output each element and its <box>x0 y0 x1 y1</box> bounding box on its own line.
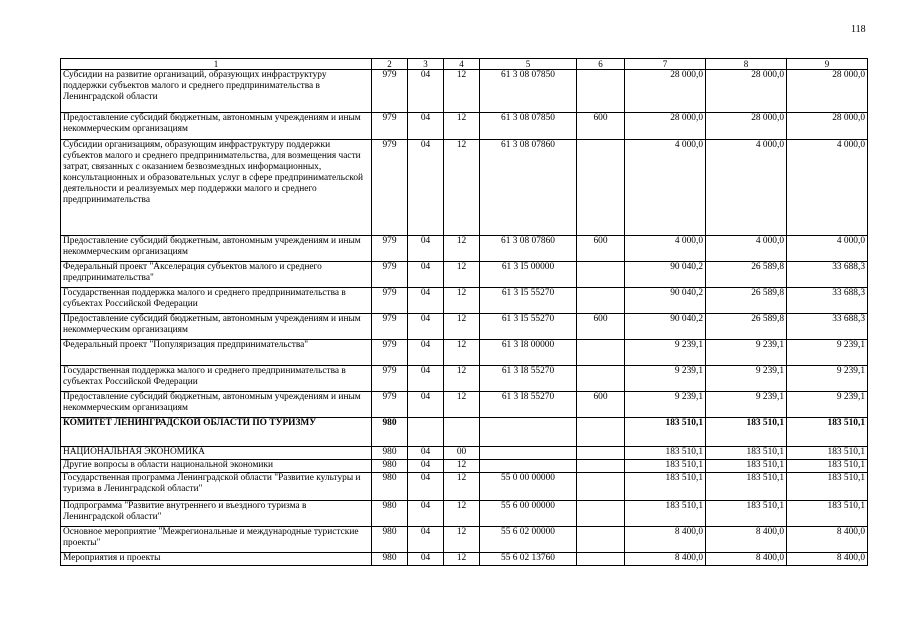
row-name: Предоставление субсидий бюджетным, автономным учреждениям и иным некоммерческим организациям <box>61 113 372 140</box>
table-row <box>61 527 868 553</box>
amount-col7: 28 000,0 <box>625 70 706 113</box>
amount-col7: 28 000,0 <box>625 113 706 140</box>
subsection-code: 12 <box>444 460 480 473</box>
amount-col8: 26 589,8 <box>706 262 787 288</box>
subsection-code: 12 <box>444 392 480 418</box>
amount-col9: 4 000,0 <box>787 236 868 262</box>
amount-col7: 8 400,0 <box>625 527 706 553</box>
expense-type-code: 600 <box>577 113 625 140</box>
subsection-code: 12 <box>444 70 480 113</box>
amount-col9: 9 239,1 <box>787 392 868 418</box>
target-article-code: 61 3 I5 55270 <box>480 288 577 314</box>
column-header: 8 <box>706 59 787 70</box>
expense-type-code <box>577 460 625 473</box>
amount-col8: 183 510,1 <box>706 447 787 460</box>
target-article-code: 61 3 I8 55270 <box>480 366 577 392</box>
table-row <box>61 473 868 501</box>
amount-col8: 8 400,0 <box>706 527 787 553</box>
ministry-code: 980 <box>372 501 408 527</box>
target-article-code: 61 3 08 07850 <box>480 113 577 140</box>
expense-type-code <box>577 366 625 392</box>
ministry-code: 979 <box>372 366 408 392</box>
amount-col7: 9 239,1 <box>625 340 706 366</box>
subsection-code: 12 <box>444 527 480 553</box>
amount-col9: 183 510,1 <box>787 460 868 473</box>
column-header: 7 <box>625 59 706 70</box>
amount-col7: 183 510,1 <box>625 460 706 473</box>
section-code: 04 <box>408 340 444 366</box>
row-name: Субсидии организациям, образующим инфраструктуру поддержки субъектов малого и среднего предпринимательства, для возмещения части затрат, связанных с оказанием безвозмездных информационных, консультационных и образовательных услуг в сфере предпринимательской деятельности и реализуемых мер поддержки малого и среднего предпринимательства <box>61 140 372 236</box>
target-article-code: 61 3 I5 55270 <box>480 314 577 340</box>
target-article-code <box>480 447 577 460</box>
amount-col8: 9 239,1 <box>706 340 787 366</box>
amount-col7: 9 239,1 <box>625 366 706 392</box>
ministry-code: 980 <box>372 527 408 553</box>
ministry-code: 979 <box>372 236 408 262</box>
subsection-code: 12 <box>444 140 480 236</box>
expense-type-code <box>577 553 625 566</box>
row-name: Федеральный проект "Популяризация предпринимательства" <box>61 340 372 366</box>
amount-col7: 9 239,1 <box>625 392 706 418</box>
section-code: 04 <box>408 447 444 460</box>
target-article-code: 61 3 I8 00000 <box>480 340 577 366</box>
amount-col7: 183 510,1 <box>625 447 706 460</box>
row-name: КОМИТЕТ ЛЕНИНГРАДСКОЙ ОБЛАСТИ ПО ТУРИЗМУ <box>61 418 372 447</box>
expense-type-code <box>577 447 625 460</box>
target-article-code: 61 3 I5 00000 <box>480 262 577 288</box>
subsection-code: 12 <box>444 262 480 288</box>
column-header: 3 <box>408 59 444 70</box>
target-article-code <box>480 418 577 447</box>
amount-col8: 183 510,1 <box>706 501 787 527</box>
section-code: 04 <box>408 527 444 553</box>
section-code: 04 <box>408 553 444 566</box>
table-row <box>61 392 868 418</box>
expense-type-code <box>577 501 625 527</box>
amount-col7: 4 000,0 <box>625 140 706 236</box>
amount-col9: 183 510,1 <box>787 447 868 460</box>
amount-col8: 28 000,0 <box>706 70 787 113</box>
amount-col7: 183 510,1 <box>625 418 706 447</box>
subsection-code: 00 <box>444 447 480 460</box>
subsection-code: 12 <box>444 473 480 501</box>
section-code: 04 <box>408 262 444 288</box>
row-name: Основное мероприятие "Межрегиональные и международные туристские проекты" <box>61 527 372 553</box>
row-name: Государственная поддержка малого и среднего предпринимательства в субъектах Российской Федерации <box>61 288 372 314</box>
column-header: 4 <box>444 59 480 70</box>
section-code: 04 <box>408 366 444 392</box>
table-row <box>61 140 868 236</box>
expense-type-code <box>577 340 625 366</box>
table-row <box>61 418 868 447</box>
row-name: НАЦИОНАЛЬНАЯ ЭКОНОМИКА <box>61 447 372 460</box>
expense-type-code: 600 <box>577 314 625 340</box>
expense-type-code <box>577 288 625 314</box>
amount-col8: 8 400,0 <box>706 553 787 566</box>
row-name: Государственная поддержка малого и среднего предпринимательства в субъектах Российской Федерации <box>61 366 372 392</box>
amount-col9: 28 000,0 <box>787 70 868 113</box>
table-row <box>61 236 868 262</box>
amount-col7: 90 040,2 <box>625 262 706 288</box>
table-row <box>61 366 868 392</box>
amount-col9: 183 510,1 <box>787 473 868 501</box>
section-code: 04 <box>408 460 444 473</box>
expense-type-code: 600 <box>577 236 625 262</box>
amount-col9: 8 400,0 <box>787 553 868 566</box>
subsection-code: 12 <box>444 113 480 140</box>
amount-col9: 9 239,1 <box>787 340 868 366</box>
amount-col8: 183 510,1 <box>706 473 787 501</box>
section-code: 04 <box>408 501 444 527</box>
amount-col9: 33 688,3 <box>787 314 868 340</box>
subsection-code: 12 <box>444 366 480 392</box>
column-header: 9 <box>787 59 868 70</box>
amount-col9: 8 400,0 <box>787 527 868 553</box>
amount-col8: 4 000,0 <box>706 236 787 262</box>
amount-col8: 9 239,1 <box>706 392 787 418</box>
expense-type-code: 600 <box>577 392 625 418</box>
column-header: 5 <box>480 59 577 70</box>
subsection-code: 12 <box>444 314 480 340</box>
ministry-code: 980 <box>372 447 408 460</box>
target-article-code: 61 3 I8 55270 <box>480 392 577 418</box>
target-article-code: 61 3 08 07860 <box>480 236 577 262</box>
amount-col8: 183 510,1 <box>706 418 787 447</box>
row-name: Федеральный проект "Акселерация субъектов малого и среднего предпринимательства" <box>61 262 372 288</box>
amount-col8: 26 589,8 <box>706 314 787 340</box>
row-name: Субсидии на развитие организаций, образующих инфраструктуру поддержки субъектов малого и среднего предпринимательства в Ленинградской области <box>61 70 372 113</box>
subsection-code <box>444 418 480 447</box>
section-code: 04 <box>408 314 444 340</box>
expense-type-code <box>577 527 625 553</box>
amount-col8: 9 239,1 <box>706 366 787 392</box>
amount-col7: 183 510,1 <box>625 473 706 501</box>
subsection-code: 12 <box>444 288 480 314</box>
row-name: Подпрограмма "Развитие внутреннего и въездного туризма в Ленинградской области" <box>61 501 372 527</box>
target-article-code: 55 6 00 00000 <box>480 501 577 527</box>
target-article-code: 61 3 08 07860 <box>480 140 577 236</box>
ministry-code: 979 <box>372 288 408 314</box>
ministry-code: 979 <box>372 314 408 340</box>
target-article-code: 55 6 02 13760 <box>480 553 577 566</box>
subsection-code: 12 <box>444 340 480 366</box>
column-header: 1 <box>61 59 372 70</box>
row-name: Предоставление субсидий бюджетным, автономным учреждениям и иным некоммерческим организациям <box>61 314 372 340</box>
amount-col8: 28 000,0 <box>706 113 787 140</box>
page-number: 118 <box>851 24 866 35</box>
table-row <box>61 262 868 288</box>
amount-col8: 26 589,8 <box>706 288 787 314</box>
expense-type-code <box>577 70 625 113</box>
budget-table <box>60 58 868 566</box>
table-row <box>61 314 868 340</box>
ministry-code: 979 <box>372 262 408 288</box>
amount-col7: 90 040,2 <box>625 314 706 340</box>
target-article-code: 55 0 00 00000 <box>480 473 577 501</box>
subsection-code: 12 <box>444 553 480 566</box>
table-row <box>61 460 868 473</box>
row-name: Государственная программа Ленинградской области "Развитие культуры и туризма в Ленинградской области" <box>61 473 372 501</box>
row-name: Предоставление субсидий бюджетным, автономным учреждениям и иным некоммерческим организациям <box>61 236 372 262</box>
target-article-code: 55 6 02 00000 <box>480 527 577 553</box>
expense-type-code <box>577 262 625 288</box>
amount-col9: 4 000,0 <box>787 140 868 236</box>
section-code: 04 <box>408 70 444 113</box>
row-name: Предоставление субсидий бюджетным, автономным учреждениям и иным некоммерческим организациям <box>61 392 372 418</box>
expense-type-code <box>577 418 625 447</box>
ministry-code: 979 <box>372 392 408 418</box>
table-row <box>61 113 868 140</box>
amount-col8: 4 000,0 <box>706 140 787 236</box>
table-row <box>61 553 868 566</box>
amount-col7: 90 040,2 <box>625 288 706 314</box>
section-code: 04 <box>408 236 444 262</box>
ministry-code: 979 <box>372 70 408 113</box>
table-header-row <box>61 59 868 70</box>
table-row <box>61 288 868 314</box>
expense-type-code <box>577 473 625 501</box>
amount-col9: 9 239,1 <box>787 366 868 392</box>
ministry-code: 980 <box>372 473 408 501</box>
column-header: 6 <box>577 59 625 70</box>
table-row <box>61 70 868 113</box>
ministry-code: 979 <box>372 113 408 140</box>
amount-col7: 183 510,1 <box>625 501 706 527</box>
section-code: 04 <box>408 288 444 314</box>
target-article-code: 61 3 08 07850 <box>480 70 577 113</box>
target-article-code <box>480 460 577 473</box>
amount-col9: 28 000,0 <box>787 113 868 140</box>
subsection-code: 12 <box>444 501 480 527</box>
table-row <box>61 340 868 366</box>
section-code <box>408 418 444 447</box>
section-code: 04 <box>408 140 444 236</box>
table-row <box>61 501 868 527</box>
ministry-code: 980 <box>372 553 408 566</box>
subsection-code: 12 <box>444 236 480 262</box>
amount-col8: 183 510,1 <box>706 460 787 473</box>
amount-col9: 33 688,3 <box>787 262 868 288</box>
amount-col9: 183 510,1 <box>787 418 868 447</box>
column-header: 2 <box>372 59 408 70</box>
ministry-code: 979 <box>372 340 408 366</box>
amount-col9: 183 510,1 <box>787 501 868 527</box>
row-name: Другие вопросы в области национальной экономики <box>61 460 372 473</box>
amount-col9: 33 688,3 <box>787 288 868 314</box>
ministry-code: 980 <box>372 460 408 473</box>
row-name: Мероприятия и проекты <box>61 553 372 566</box>
section-code: 04 <box>408 113 444 140</box>
table-row <box>61 447 868 460</box>
amount-col7: 4 000,0 <box>625 236 706 262</box>
expense-type-code <box>577 140 625 236</box>
section-code: 04 <box>408 392 444 418</box>
section-code: 04 <box>408 473 444 501</box>
ministry-code: 979 <box>372 140 408 236</box>
ministry-code: 980 <box>372 418 408 447</box>
amount-col7: 8 400,0 <box>625 553 706 566</box>
